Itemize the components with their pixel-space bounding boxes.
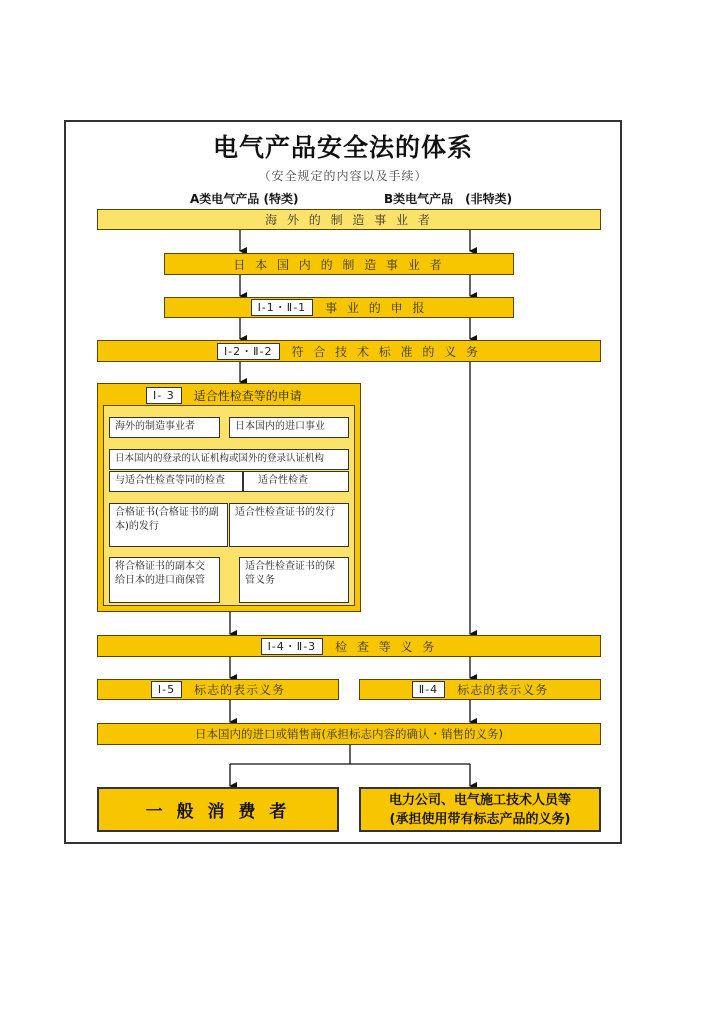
- standard-tag: Ⅰ-2・Ⅱ-2: [217, 343, 280, 360]
- equivalent-inspection-box: 与适合性检查等同的检查: [109, 471, 243, 492]
- overseas-maker-box: 海外的制造事业者: [109, 417, 220, 438]
- diagram-title: 电气产品安全法的体系: [212, 133, 473, 162]
- certificate-copy-issue-box: 合格证书(合格证书的副本)的发行: [109, 503, 228, 547]
- inspection-duty-tag: Ⅰ-4・Ⅱ-3: [261, 638, 324, 655]
- notification-tag: Ⅰ-1・Ⅱ-1: [251, 299, 314, 316]
- overseas-maker-bar: 海 外 的 制 造 事 业 者: [97, 209, 601, 230]
- certificate-keeping-box: 适合性检查证书的保管义务: [239, 557, 349, 603]
- conformity-inspection-box: 适合性检查: [243, 471, 349, 492]
- notification-label: 事 业 的 申 报: [325, 301, 428, 315]
- inspection-duty-bar: [97, 635, 601, 657]
- power-company-box: [359, 787, 601, 832]
- inspection-tag: Ⅰ- 3: [146, 387, 182, 404]
- standard-label: 符 合 技 术 标 准 的 义 务: [291, 344, 482, 359]
- notification-bar: [164, 297, 514, 318]
- mark-duty-b-bar: [359, 679, 601, 700]
- certificate-issue-box: 适合性检查证书的发行: [229, 503, 349, 547]
- column-b-heading: B类电气产品 (非特类): [384, 192, 513, 206]
- importer-seller-bar: 日本国内的进口或销售商(承担标志内容的确认・销售的义务): [97, 723, 601, 745]
- power-company-line2: (承担使用带有标志产品的义务): [389, 811, 571, 827]
- registered-body-box: 日本国内的登录的认证机构或国外的登录认证机构: [109, 449, 349, 470]
- mark-duty-a-bar: [97, 679, 339, 700]
- inspection-duty-label: 检 查 等 义 务: [335, 639, 438, 654]
- inspection-label: 适合性检查等的申请: [193, 389, 302, 403]
- diagram-subtitle: （安全规定的内容以及手续）: [258, 169, 428, 183]
- domestic-maker-bar: 日 本 国 内 的 制 造 事 业 者: [164, 253, 514, 275]
- mark-b-tag: Ⅱ-4: [412, 681, 445, 698]
- importer-box: 日本国内的进口事业: [229, 417, 349, 438]
- mark-b-label: 标志的表示义务: [457, 683, 549, 697]
- power-company-line1: 电力公司、电气施工技术人员等: [388, 792, 571, 808]
- mark-a-label: 标志的表示义务: [194, 683, 286, 697]
- mark-a-tag: Ⅰ-5: [151, 681, 182, 698]
- column-a-heading: A类电气产品 (特类): [190, 192, 299, 206]
- consumer-box: 一 般 消 费 者: [97, 787, 339, 832]
- standard-bar: [97, 340, 601, 362]
- inspection-panel-header: [146, 387, 302, 404]
- hand-over-copy-box: 将合格证书的副本交给日本的进口商保管: [109, 557, 220, 603]
